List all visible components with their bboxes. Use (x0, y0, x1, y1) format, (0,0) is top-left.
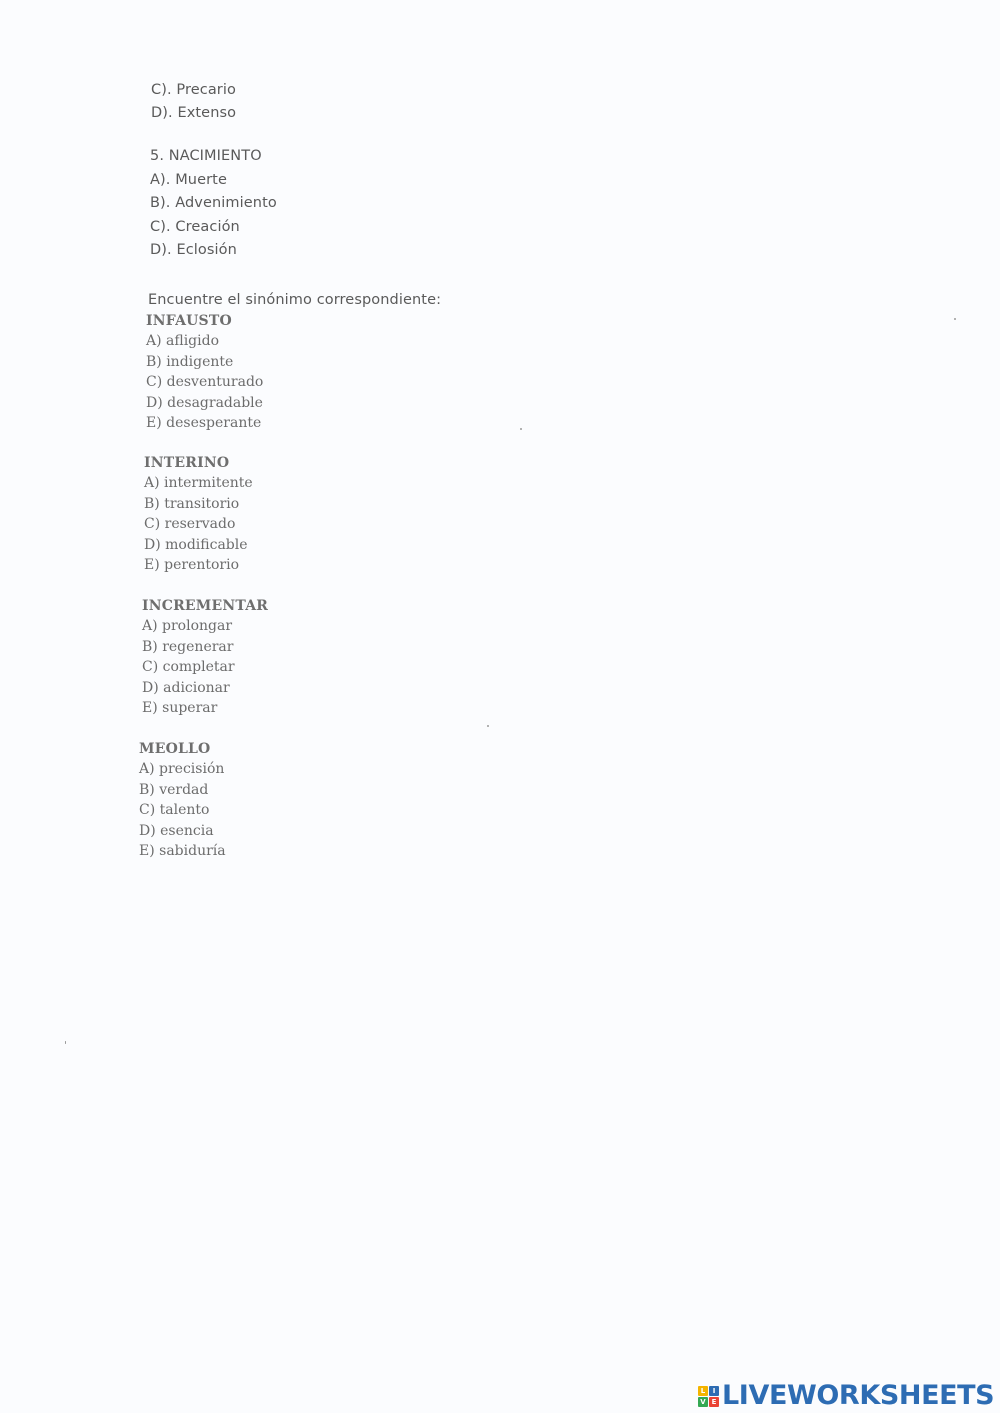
option-line: C). Precario (151, 82, 236, 98)
question-title: 5. NACIMIENTO (150, 148, 262, 164)
previous-question-options (151, 79, 236, 125)
option-line: E) desesperante (146, 415, 262, 432)
group-word: INCREMENTAR (142, 598, 269, 614)
scan-speck (520, 428, 522, 430)
option-line: C) completar (142, 659, 235, 676)
option-line: A). Muerte (150, 171, 227, 188)
option-line: D) adicionar (142, 679, 230, 696)
synonym-group-meollo (139, 739, 226, 861)
option-line: B). Advenimiento (150, 195, 277, 211)
instruction-text (148, 289, 441, 313)
logo-badge-letter: V (698, 1397, 708, 1407)
synonym-group-interino (144, 453, 253, 575)
scan-speck (487, 725, 489, 727)
scan-speck (65, 1041, 66, 1044)
option-line: A) precisión (139, 761, 225, 778)
option-line: C). Creación (150, 218, 240, 235)
option-line: B) verdad (139, 781, 209, 798)
scan-speck (954, 318, 956, 320)
option-line: E) superar (142, 700, 218, 717)
option-line: B) transitorio (144, 495, 240, 512)
option-line: D) modificable (144, 536, 248, 553)
liveworksheets-logo (698, 1381, 994, 1411)
option-line: D) desagradable (146, 394, 263, 411)
option-line: A) intermitente (144, 475, 253, 492)
option-line: A) afligido (146, 333, 220, 350)
synonym-group-incrementar (142, 596, 268, 718)
group-word: INFAUSTO (146, 313, 232, 329)
logo-badge-letter: I (709, 1386, 719, 1396)
option-line: A) prolongar (142, 618, 233, 635)
logo-badge-letter: E (709, 1397, 719, 1407)
instruction-line: Encuentre el sinónimo correspondiente: (148, 292, 442, 308)
option-line: C) desventurado (146, 374, 264, 391)
option-line: D) esencia (139, 822, 214, 839)
logo-text: LIVEWORKSHEETS (722, 1380, 995, 1411)
logo-badge-icon (698, 1386, 719, 1407)
logo-badge-letter: L (698, 1386, 708, 1396)
question-5 (150, 145, 277, 263)
option-line: D). Extenso (151, 104, 237, 121)
option-line: E) perentorio (144, 557, 240, 574)
group-word: MEOLLO (139, 741, 211, 757)
synonym-group-infausto (146, 311, 263, 433)
option-line: B) regenerar (142, 638, 234, 655)
option-line: C) talento (139, 802, 210, 819)
option-line: D). Eclosión (150, 242, 237, 258)
option-line: E) sabiduría (139, 843, 226, 860)
option-line: C) reservado (144, 516, 236, 533)
option-line: B) indigente (146, 353, 234, 370)
group-word: INTERINO (144, 455, 230, 471)
